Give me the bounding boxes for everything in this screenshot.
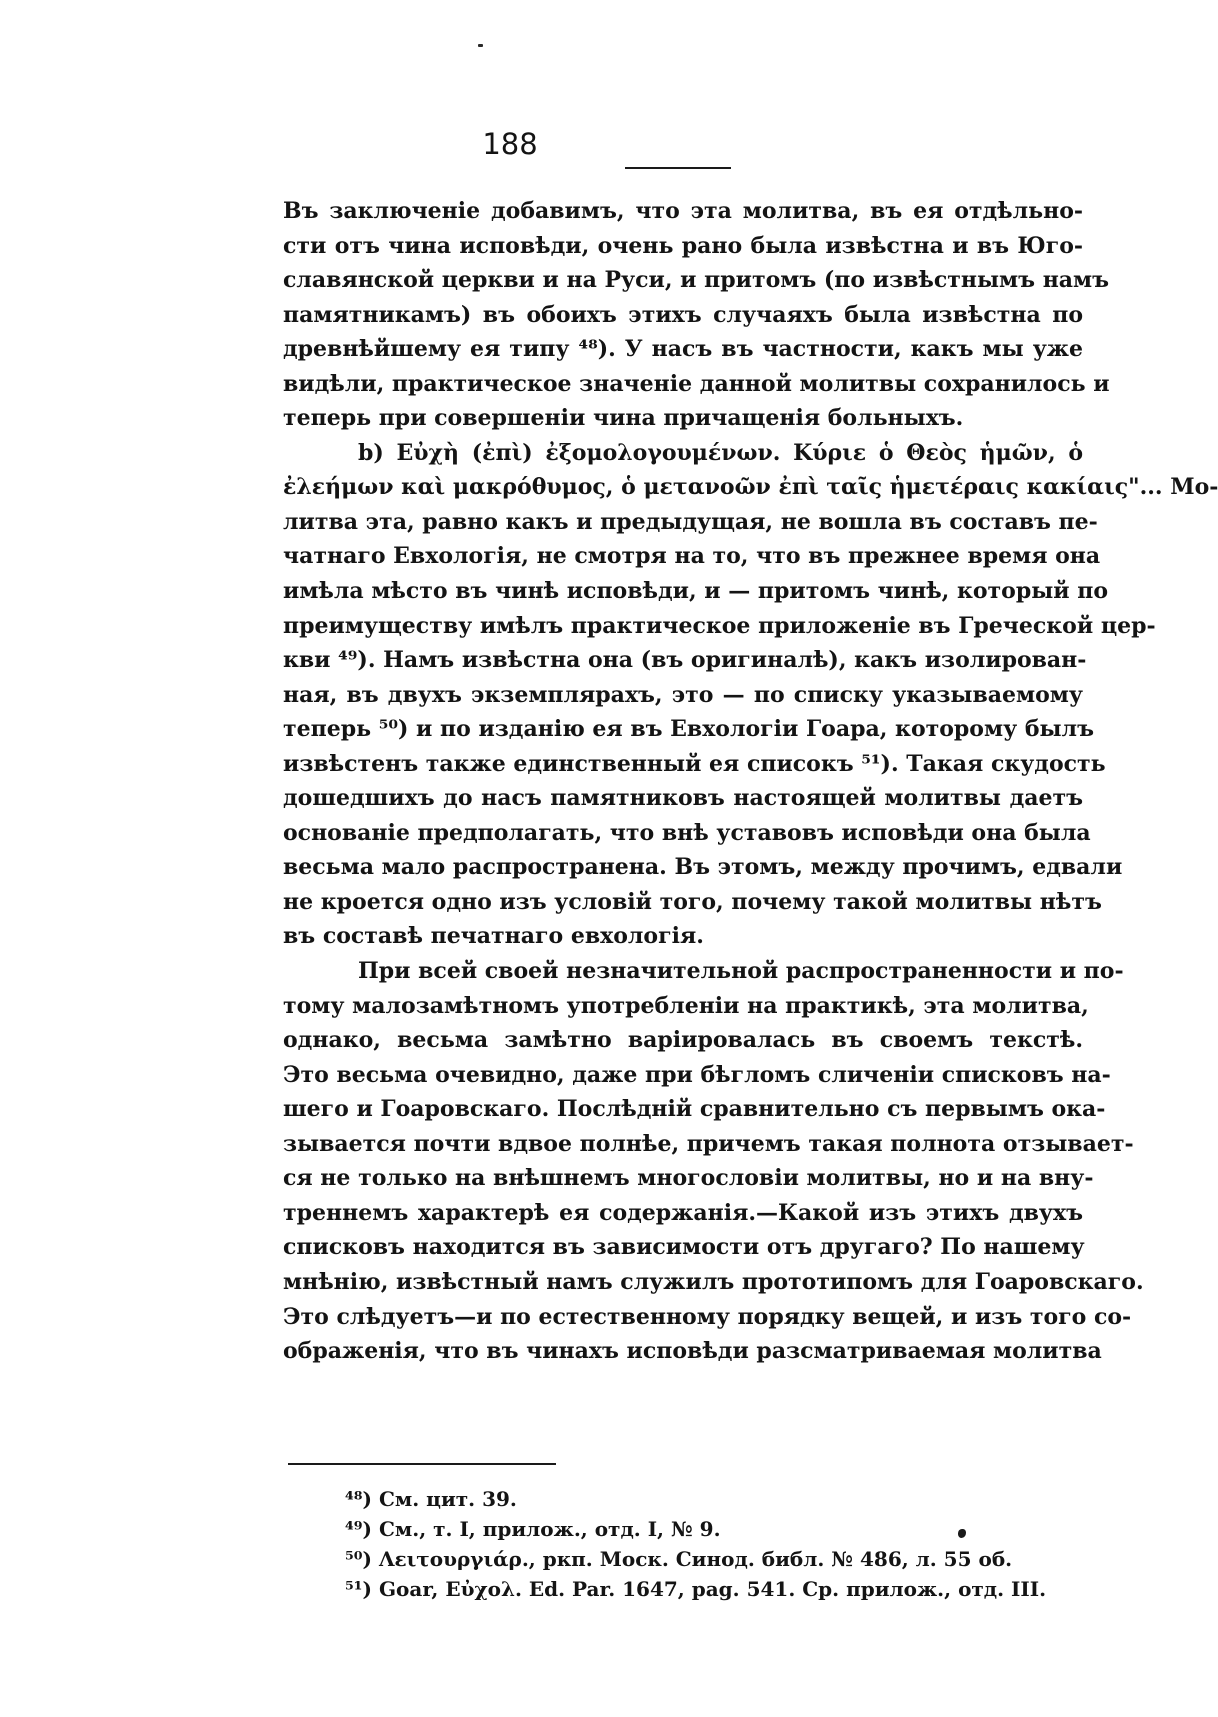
text-line: зывается почти вдвое полнѣе, причемъ такая полнота отзывает- [283,1130,1134,1157]
text-line: основаніе предполагать, что внѣ уставовъ исповѣди она была [283,819,1091,846]
footnote-separator [288,1463,556,1465]
text-line: Въ заключеніе добавимъ, что эта молитва, въ ея отдѣльно- [283,198,1083,224]
text-line: Это слѣдуетъ—и по естественному порядку вещей, и изъ того со- [283,1303,1132,1330]
text-line: литва эта, равно какъ и предыдущая, не вошла въ составъ пе- [283,508,1098,535]
text-line: треннемъ характерѣ ея содержанія.—Какой изъ этихъ двухъ [283,1199,1083,1226]
footnote-50: ⁵⁰) Λειτουργιάρ., ркп. Моск. Синод. библ. № 486, л. 55 об. [345,1547,1013,1571]
text-line: мнѣнію, извѣстный намъ служилъ прототипомъ для Гоаровскаго. [283,1268,1144,1295]
text-line: видѣли, практическое значеніе данной молитвы сохранилось и [283,370,1110,397]
footnote-51: ⁵¹) Goar, Εὐχολ. Ed. Par. 1647, pag. 541. Ср. прилож., отд. III. [345,1577,1047,1601]
text-line: ная, въ двухъ экземплярахъ, это — по списку указываемому [283,681,1083,708]
footnote-48: ⁴⁸) См. цит. 39. [345,1487,517,1511]
text-line: ἐλεήμων καὶ μακρόθυμος, ὁ μετανοῶν ἐπὶ ταῖς ἡμετέραις κακίαις"... Мо- [283,474,1218,501]
page-number: 188 [482,127,538,161]
body-text [283,194,1218,1369]
text-line: При всей своей незначительной распространенности и по- [358,958,1124,985]
text-line: Это весьма очевидно, даже при бѣгломъ сличеніи списковъ на- [283,1061,1111,1088]
text-line: ся не только на внѣшнемъ многословіи молитвы, но и на вну- [283,1165,1094,1192]
text-line: списковъ находится въ зависимости отъ другаго? По нашему [283,1234,1085,1261]
ink-speck [478,44,483,47]
footnotes [345,1484,1065,1604]
text-line: однако, весьма замѣтно варіировалась въ своемъ текстѣ. [283,1027,1083,1054]
footnote-49: ⁴⁹) См., т. I, прилож., отд. I, № 9. [345,1517,721,1541]
text-line: теперь при совершеніи чина причащенія больныхъ. [283,405,964,432]
text-line: сти отъ чина исповѣди, очень рано была извѣстна и въ Юго- [283,232,1083,259]
text-line: извѣстенъ также единственный ея списокъ ⁵¹). Такая скудость [283,750,1106,777]
text-line: славянской церкви и на Руси, и притомъ (по извѣстнымъ намъ [283,267,1110,294]
text-line: кви ⁴⁹). Намъ извѣстна она (въ оригиналѣ), какъ изолирован- [283,647,1087,674]
text-line: преимуществу имѣлъ практическое приложеніе въ Греческой цер- [283,612,1156,639]
text-line: дошедшихъ до насъ памятниковъ настоящей молитвы даетъ [283,785,1083,812]
text-line: имѣла мѣсто въ чинѣ исповѣди, и — притомъ чинѣ, который по [283,578,1109,605]
text-line: шего и Гоаровскаго. Послѣдній сравнительно съ первымъ ока- [283,1096,1106,1123]
text-line: не кроется одно изъ условій того, почему такой молитвы нѣтъ [283,888,1102,915]
text-line: теперь ⁵⁰) и по изданію ея въ Евхологіи Гоара, которому былъ [283,716,1094,743]
text-line: памятникамъ) въ обоихъ этихъ случаяхъ была извѣстна по [283,301,1083,328]
text-line: въ составѣ печатнаго евхологія. [283,923,704,950]
text-line: древнѣйшему ея типу ⁴⁸). У насъ въ частности, какъ мы уже [283,336,1083,363]
text-line: тому малозамѣтномъ употребленіи на практикѣ, эта молитва, [283,992,1089,1019]
text-line: ображенія, что въ чинахъ исповѣди разсматриваемая молитва [283,1338,1102,1365]
text-line: чатнаго Евхологія, не смотря на то, что въ прежнее время она [283,543,1101,570]
page-number-underline [625,167,731,169]
text-line: весьма мало распространена. Въ этомъ, между прочимъ, едвали [283,854,1123,881]
text-line: b) Εὐχὴ (ἐπὶ) ἐξομολογουμένων. Κύριε ὁ Θεὸς ἡμῶν, ὁ [358,439,1083,466]
